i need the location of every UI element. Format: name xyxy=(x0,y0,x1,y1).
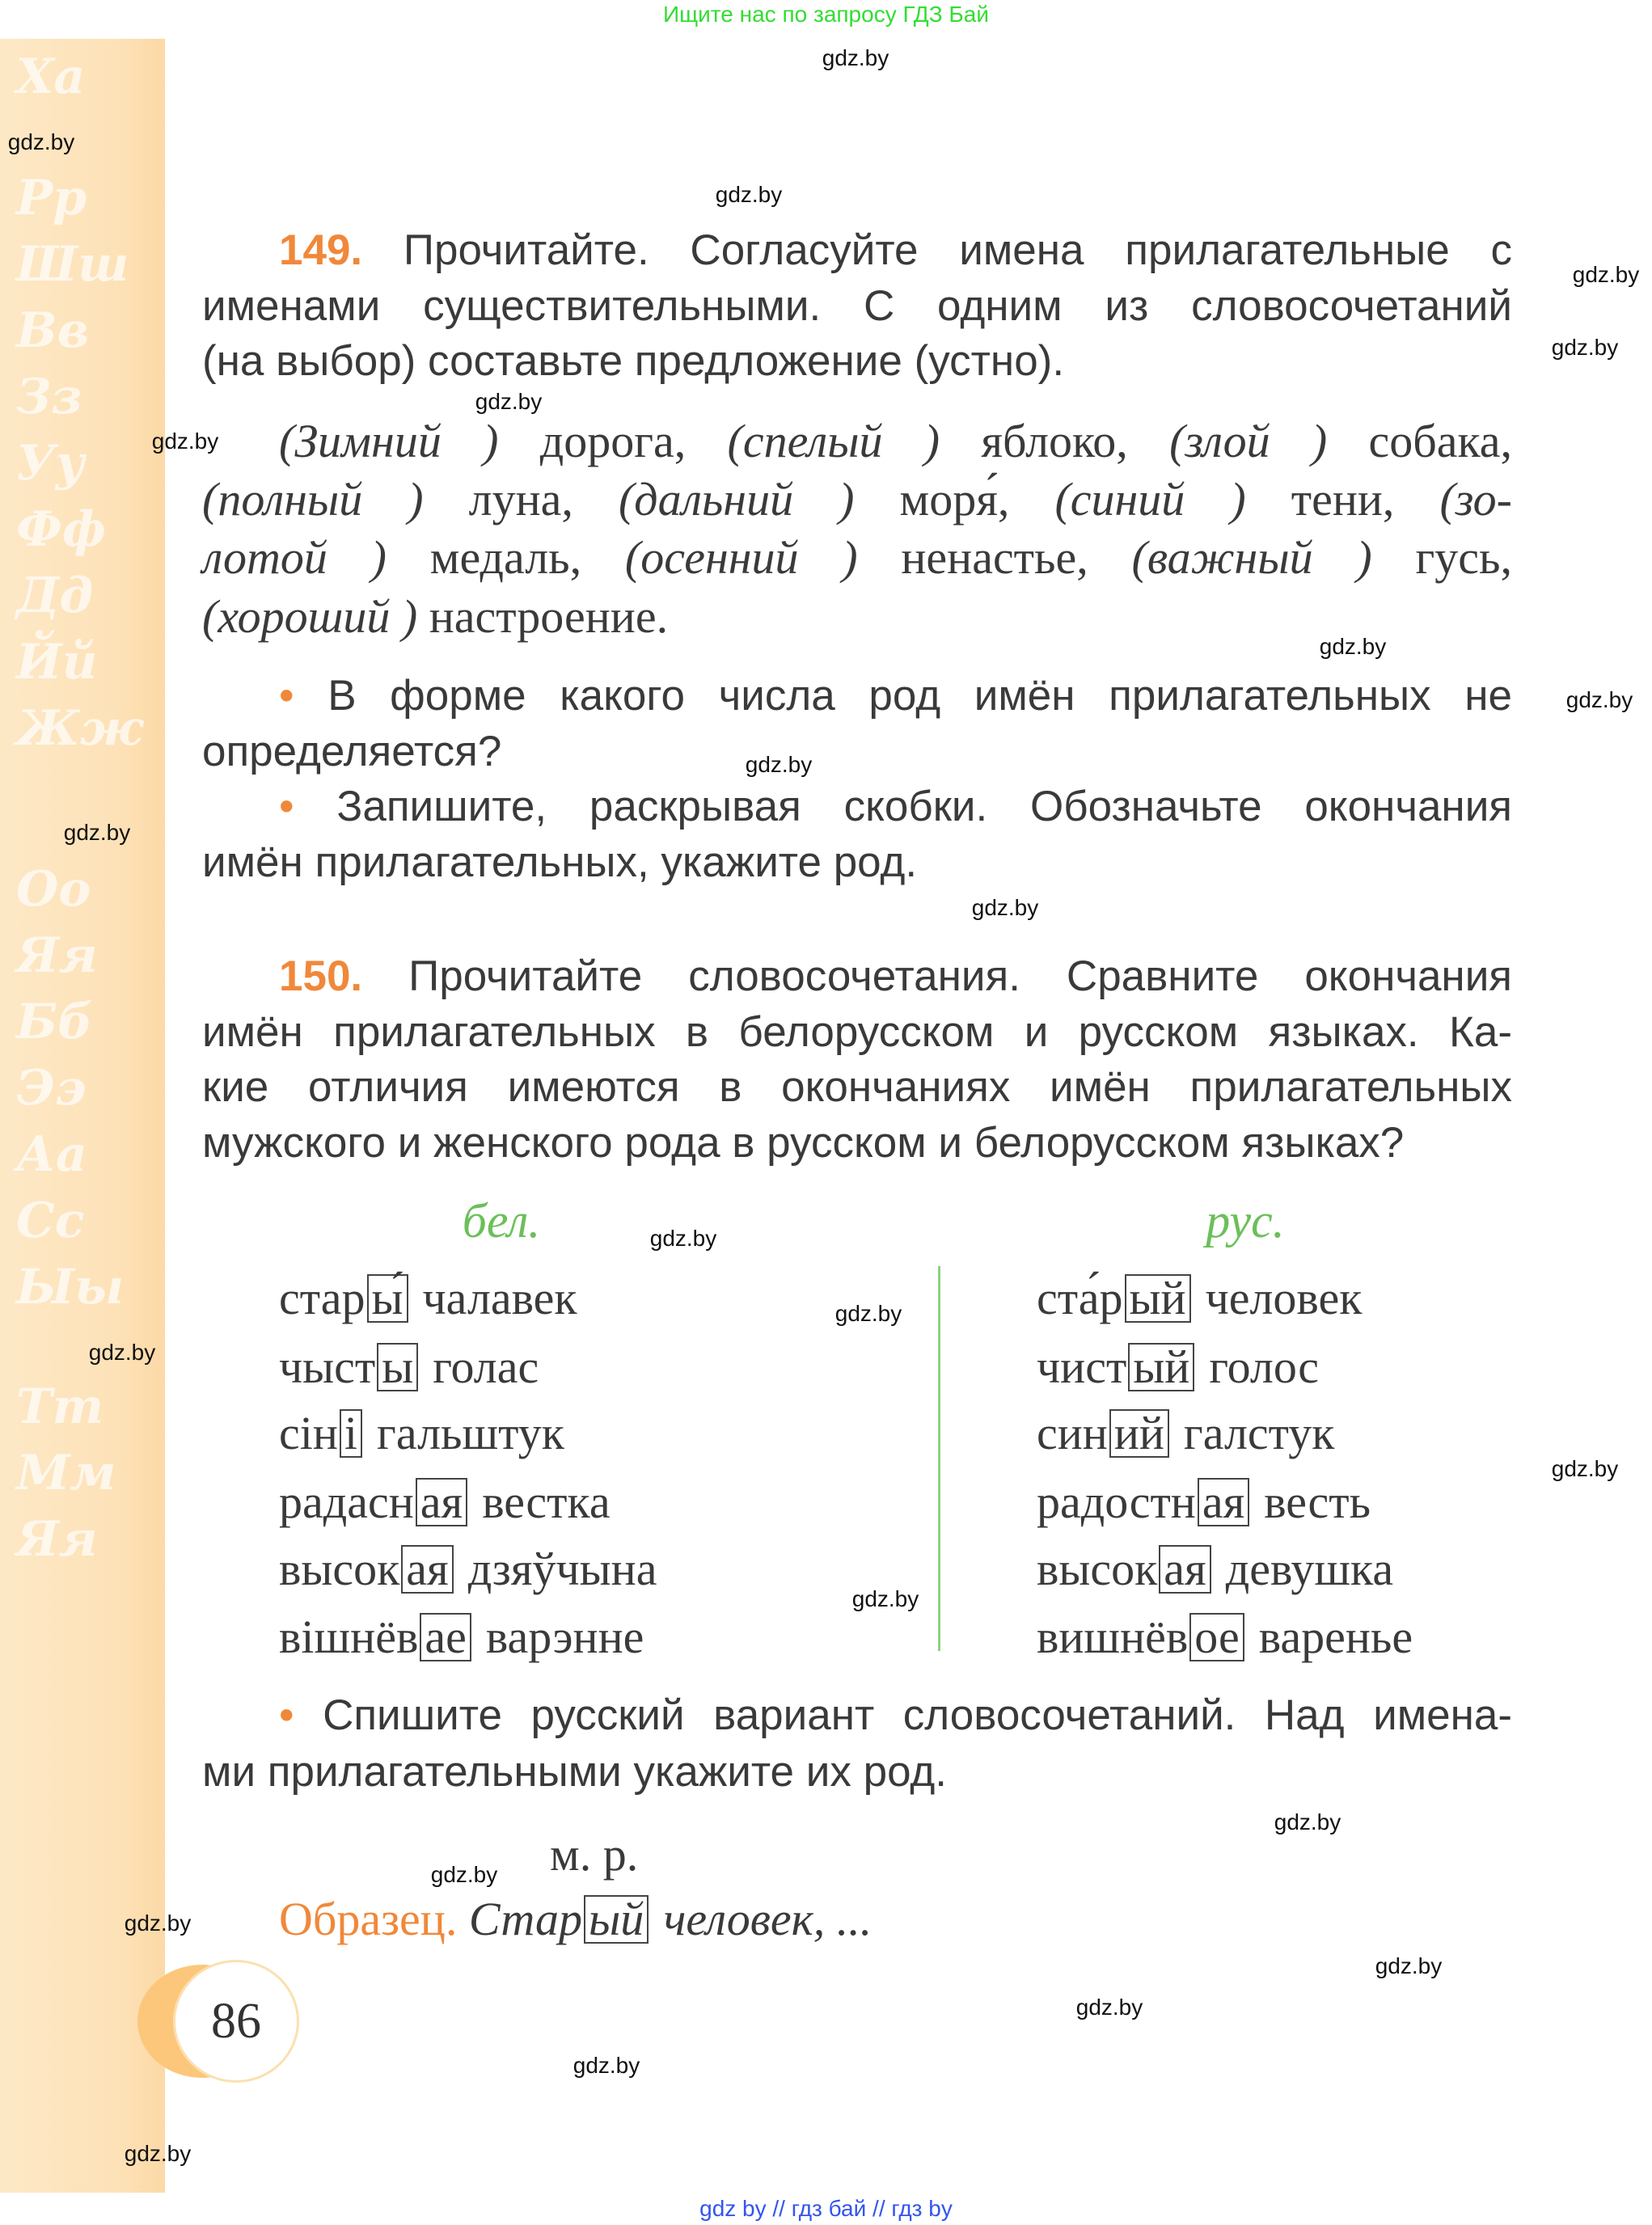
watermark: gdz.by xyxy=(124,1910,192,1936)
noun-text: медаль, xyxy=(386,531,625,584)
noun: голас xyxy=(433,1340,539,1393)
text-line xyxy=(279,226,1512,275)
watermark: gdz.by xyxy=(1274,1809,1341,1834)
sample-line xyxy=(279,1894,872,1945)
watermark: gdz.by xyxy=(1375,1953,1443,1978)
russian-phrase xyxy=(1037,1408,1334,1459)
adjective-stem: ста́р xyxy=(1037,1272,1123,1324)
noun-text: гусь, xyxy=(1371,531,1512,584)
adjective-stem: чыст xyxy=(279,1340,376,1393)
adjective-in-brackets: (злой ) xyxy=(1169,415,1328,467)
sidebar-letter: Ыы xyxy=(16,1259,125,1315)
adjective-in-brackets: (дальний ) xyxy=(618,473,855,526)
ending-box: ы xyxy=(377,1343,418,1391)
adjective-stem: сін xyxy=(279,1407,338,1459)
line-text: мужского и женского рода в русском и белорусском языках? xyxy=(202,1119,1405,1167)
watermark: gdz.by xyxy=(1319,634,1387,659)
gender-note: м. р. xyxy=(550,1828,639,1881)
noun: галстук xyxy=(1183,1407,1335,1459)
adjective-in-brackets: (полный ) xyxy=(202,473,424,526)
sample-stem: Стар xyxy=(468,1893,582,1945)
watermark: gdz.by xyxy=(1551,1456,1619,1481)
sidebar-letter: Фф xyxy=(16,501,107,558)
adjective-in-brackets: (синий ) xyxy=(1054,473,1246,526)
line-text: Спишите русский вариант словосочетаний. Над имена- xyxy=(323,1691,1512,1739)
text-line xyxy=(279,952,1512,1001)
exercise-number: 150. xyxy=(279,952,363,1000)
ending-box: ое xyxy=(1189,1613,1244,1661)
sidebar-letter: Бб xyxy=(16,994,93,1050)
watermark: gdz.by xyxy=(151,429,219,454)
belarusian-label: бел. xyxy=(462,1194,541,1248)
watermark: gdz.by xyxy=(1551,335,1619,360)
bullet-line xyxy=(279,783,1512,831)
adjective-in-brackets: (зо- xyxy=(1439,473,1512,526)
sidebar-letter: Шш xyxy=(16,236,129,293)
adjective-in-brackets: лотой ) xyxy=(202,531,387,584)
decorative-alphabet-sidebar xyxy=(0,39,165,2193)
line-text: кие отличия имеются в окончаниях имён прилагательных xyxy=(202,1063,1512,1111)
sidebar-letter: Тт xyxy=(16,1378,104,1435)
watermark: gdz.by xyxy=(124,2141,192,2166)
russian-phrase xyxy=(1037,1341,1319,1393)
watermark: gdz.by xyxy=(430,1862,498,1887)
noun-text: луна, xyxy=(423,473,619,526)
phrase-line xyxy=(202,475,1512,524)
sidebar-letter: Яя xyxy=(16,927,98,984)
noun-text: дорога, xyxy=(498,415,728,467)
footer-links[interactable]: gdz by // гдз бай // гдз by xyxy=(699,2196,953,2221)
ending-box: ая xyxy=(401,1545,453,1594)
sidebar-letter: Мм xyxy=(16,1445,116,1501)
ending-box: ий xyxy=(1109,1409,1169,1458)
watermark: gdz.by xyxy=(572,2053,640,2078)
sidebar-letter: Сс xyxy=(16,1193,85,1249)
noun: дзяўчына xyxy=(467,1543,657,1595)
watermark: gdz.by xyxy=(7,129,75,154)
bullet-icon: • xyxy=(279,672,294,720)
belarusian-phrase xyxy=(279,1341,539,1393)
watermark: gdz.by xyxy=(649,1226,717,1251)
belarusian-phrase xyxy=(279,1543,657,1595)
russian-label: рус. xyxy=(1206,1194,1285,1248)
adjective-stem: высок xyxy=(1037,1543,1158,1595)
ending-box: ы́ xyxy=(367,1274,408,1323)
belarusian-phrase xyxy=(279,1476,611,1528)
noun: девушка xyxy=(1225,1543,1394,1595)
ending-box: ый xyxy=(1128,1343,1194,1391)
ending-box: ая xyxy=(1198,1478,1249,1526)
noun-text: настроение. xyxy=(417,590,669,643)
ending-box: ае xyxy=(420,1613,471,1661)
adjective-stem: син xyxy=(1037,1407,1108,1459)
line-text: В форме какого числа род имён прилагательных не xyxy=(327,672,1512,720)
adjective-stem: радостн xyxy=(1037,1476,1196,1528)
belarusian-phrase xyxy=(279,1273,577,1324)
text-line xyxy=(202,1119,1404,1167)
watermark: gdz.by xyxy=(475,389,543,414)
sidebar-letter: Уу xyxy=(16,435,85,492)
sidebar-letter: Вв xyxy=(16,302,90,359)
sample-label: Образец. xyxy=(279,1893,458,1945)
line-text: имён прилагательных в белорусском и русском языках. Ка- xyxy=(202,1008,1512,1056)
line-text: (на выбор) составьте предложение (устно). xyxy=(202,337,1065,385)
noun: варэнне xyxy=(485,1611,644,1663)
watermark: gdz.by xyxy=(851,1586,919,1611)
text-line xyxy=(202,1063,1512,1112)
russian-phrase xyxy=(1037,1611,1413,1663)
page-number: 86 xyxy=(173,1960,299,2083)
sidebar-letter: Ээ xyxy=(16,1060,87,1117)
sample-ending-box: ый xyxy=(584,1895,649,1944)
noun-text: ненастье, xyxy=(857,531,1132,584)
text-line xyxy=(202,728,501,776)
text-line xyxy=(202,282,1512,331)
noun: вестка xyxy=(482,1476,611,1528)
sidebar-letter: Ха xyxy=(16,49,86,105)
russian-phrase xyxy=(1037,1543,1393,1595)
adjective-in-brackets: (осенний ) xyxy=(624,531,858,584)
sidebar-letter: Рр xyxy=(16,170,87,226)
sidebar-letter: Дд xyxy=(16,568,94,624)
watermark: gdz.by xyxy=(715,182,783,207)
noun: варенье xyxy=(1258,1611,1413,1663)
bullet-line xyxy=(279,672,1512,720)
sample-rest: человек, ... xyxy=(663,1893,872,1945)
adjective-in-brackets: (хороший ) xyxy=(202,590,418,643)
sidebar-letter: Жж xyxy=(16,700,144,757)
line-text: Запишите, раскрывая скобки. Обозначьте окончания xyxy=(336,783,1512,830)
column-divider xyxy=(938,1266,940,1651)
noun-text: моря́, xyxy=(854,473,1055,526)
text-line xyxy=(202,838,917,887)
noun-text: тени, xyxy=(1245,473,1440,526)
phrase-line xyxy=(279,417,1512,466)
line-text: имён прилагательных, укажите род. xyxy=(202,838,918,886)
ending-box: ая xyxy=(416,1478,467,1526)
adjective-stem: вишнёв xyxy=(1037,1611,1189,1663)
sidebar-letter: Оо xyxy=(16,861,91,918)
ending-box: і xyxy=(340,1409,362,1458)
adjective-stem: стар xyxy=(279,1272,365,1324)
noun: весть xyxy=(1264,1476,1371,1528)
exercise-number: 149. xyxy=(279,226,363,274)
sidebar-letter: Зз xyxy=(16,369,82,425)
noun: чалавек xyxy=(422,1272,577,1324)
ending-box: ая xyxy=(1159,1545,1210,1594)
noun: голос xyxy=(1209,1340,1320,1393)
line-text: Прочитайте. Согласуйте имена прилагательные с xyxy=(403,226,1512,274)
text-line xyxy=(202,1008,1512,1057)
sidebar-letter: Йй xyxy=(16,634,98,690)
watermark: gdz.by xyxy=(1075,1995,1143,2020)
watermark: gdz.by xyxy=(88,1340,156,1365)
line-text: именами существительными. С одним из словосочетаний xyxy=(202,282,1512,330)
adjective-stem: радасн xyxy=(279,1476,414,1528)
russian-phrase xyxy=(1037,1273,1362,1324)
noun-text: собака, xyxy=(1327,415,1513,467)
noun-text: яблоко, xyxy=(940,415,1170,467)
line-text: определяется? xyxy=(202,728,502,775)
search-hint: Ищите нас по запросу ГДЗ Бай xyxy=(662,2,990,27)
watermark: gdz.by xyxy=(834,1301,902,1326)
adjective-stem: чист xyxy=(1037,1340,1127,1393)
adjective-stem: вішнёв xyxy=(279,1611,419,1663)
text-line xyxy=(202,1748,947,1796)
watermark: gdz.by xyxy=(745,752,813,777)
adjective-in-brackets: (важный ) xyxy=(1131,531,1372,584)
adjective-in-brackets: (спелый ) xyxy=(727,415,940,467)
belarusian-phrase xyxy=(279,1611,644,1663)
bullet-line xyxy=(279,1691,1512,1740)
phrase-line xyxy=(202,531,1512,584)
belarusian-phrase xyxy=(279,1408,564,1459)
adjective-stem: высок xyxy=(279,1543,400,1595)
line-text: ми прилагательными укажите их род. xyxy=(202,1748,948,1796)
line-text: Прочитайте словосочетания. Сравните окончания xyxy=(408,952,1512,1000)
watermark: gdz.by xyxy=(1565,687,1633,712)
phrase-line xyxy=(202,590,669,643)
noun: гальштук xyxy=(377,1407,564,1459)
sidebar-letter: Яя xyxy=(16,1511,98,1568)
watermark: gdz.by xyxy=(971,895,1039,920)
watermark: gdz.by xyxy=(63,820,131,845)
bullet-icon: • xyxy=(279,1691,294,1739)
ending-box: ый xyxy=(1125,1274,1191,1323)
sidebar-letter: Аа xyxy=(16,1126,87,1183)
noun: человек xyxy=(1205,1272,1363,1324)
watermark: gdz.by xyxy=(822,45,889,70)
adjective-in-brackets: (Зимний ) xyxy=(279,415,499,467)
russian-phrase xyxy=(1037,1476,1371,1528)
bullet-icon: • xyxy=(279,783,294,830)
watermark: gdz.by xyxy=(1572,262,1640,287)
text-line xyxy=(202,337,1064,386)
